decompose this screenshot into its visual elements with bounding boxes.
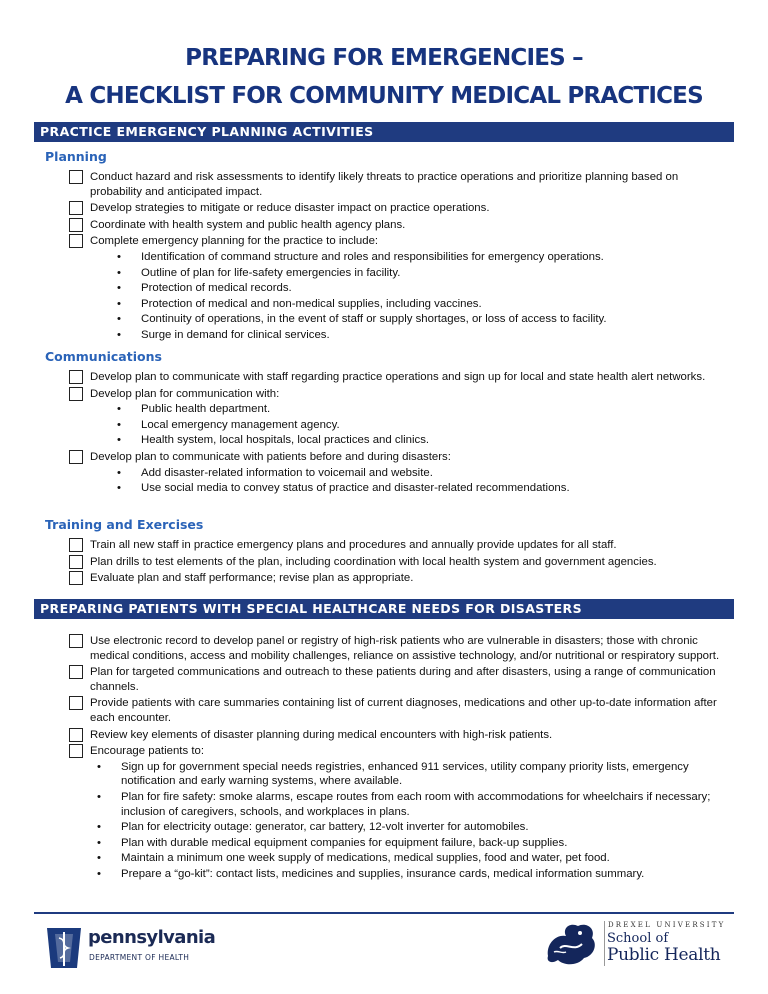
bullet-item: • Protection of medical records. xyxy=(117,282,292,295)
bullet-text: Local emergency management agency. xyxy=(141,418,340,431)
page-title-line-2: A CHECKLIST FOR COMMUNITY MEDICAL PRACTICES xyxy=(65,83,703,109)
section-heading-special-needs: PREPARING PATIENTS WITH SPECIAL HEALTHCARE NEEDS FOR DISASTERS xyxy=(34,599,734,619)
subheading-training: Training and Exercises xyxy=(45,517,204,532)
page-title-line-1: PREPARING FOR EMERGENCIES – xyxy=(185,45,583,71)
checklist-item-text: Coordinate with health system and public health agency plans. xyxy=(90,218,406,231)
bullet-text: Protection of medical records. xyxy=(141,282,292,295)
checkbox[interactable] xyxy=(69,234,83,248)
drexel-school-of-label: School of xyxy=(607,931,669,946)
checklist-item xyxy=(69,696,729,725)
pa-logo-name: pennsylvania xyxy=(88,927,216,948)
bullet-item: • Protection of medical and non-medical supplies, including vaccines. xyxy=(117,297,482,310)
drexel-public-health-label: Public Health xyxy=(607,945,721,965)
checklist-item-text: Develop plan for communication with: xyxy=(90,387,280,400)
checkbox[interactable] xyxy=(69,696,83,710)
checkbox[interactable] xyxy=(69,555,83,569)
checklist-item-text: Conduct hazard and risk assessments to identify likely threats to practice operations and prioritize planning based on probability and anticipated impact. xyxy=(90,171,679,198)
training-checklist xyxy=(69,538,729,586)
checklist-item-text: Train all new staff in practice emergency plans and procedures and annually provide updates for all staff. xyxy=(90,539,617,551)
bullet-item: • Surge in demand for clinical services. xyxy=(117,328,330,341)
section-heading-planning-activities: PRACTICE EMERGENCY PLANNING ACTIVITIES xyxy=(34,122,734,142)
bullet-text: Public health department. xyxy=(141,403,271,416)
bullet-text: Plan for electricity outage: generator, car battery, 12-volt inverter for automobiles. xyxy=(121,821,529,834)
pa-logo-department: DEPARTMENT OF HEALTH xyxy=(89,953,190,962)
checkbox[interactable] xyxy=(69,538,83,552)
checklist-item-text: Plan for targeted communications and outreach to these patients during and after disasters, using a range of communication channels. xyxy=(90,666,716,693)
bullet-item: • Use social media to convey status of practice and disaster-related recommendations. xyxy=(117,482,570,495)
checkbox[interactable] xyxy=(69,370,83,384)
bullet-item: • Plan for electricity outage: generator, car battery, 12-volt inverter for automobiles. xyxy=(97,821,529,834)
drexel-university-label: DREXEL UNIVERSITY xyxy=(608,921,726,929)
bullet-text: Plan for fire safety: smoke alarms, escape routes from each room with accommodations for wheelchairs if necessary; inclusion of caregivers, schools, and workplaces in plans. xyxy=(121,790,711,818)
bullet-text: Prepare a “go-kit”: contact lists, medicines and supplies, insurance cards, medical information summary. xyxy=(121,867,645,880)
checklist-item-text: Evaluate plan and staff performance; revise plan as appropriate. xyxy=(90,572,414,585)
checklist-item-text: Develop plan to communicate with patients before and during disasters: xyxy=(90,450,451,463)
checklist-item-text: Develop strategies to mitigate or reduce disaster impact on practice operations. xyxy=(90,202,490,215)
footer-divider xyxy=(34,912,734,914)
checkbox[interactable] xyxy=(69,744,83,758)
checklist-item-text: Encourage patients to: xyxy=(90,745,204,758)
bullet-text: Use social media to convey status of practice and disaster-related recommendations. xyxy=(141,482,570,495)
checklist-item-text: Develop plan to communicate with staff regarding practice operations and sign up for local and state health alert networks. xyxy=(90,371,706,383)
checklist-item xyxy=(69,450,729,465)
checklist-item-text: Review key elements of disaster planning during medical encounters with high-risk patients. xyxy=(90,728,553,741)
bullet-text: Plan with durable medical equipment companies for equipment failure, back-up supplies. xyxy=(121,836,568,849)
checklist-item xyxy=(69,370,729,385)
bullet-text: Health system, local hospitals, local practices and clinics. xyxy=(141,434,430,447)
checklist-item xyxy=(69,571,729,586)
checklist-item xyxy=(69,665,729,694)
checkbox[interactable] xyxy=(69,201,83,215)
bullet-text: Add disaster-related information to voicemail and website. xyxy=(141,466,433,479)
bullet-text: Identification of command structure and roles and responsibilities for emergency operations. xyxy=(141,250,604,263)
bullet-item: • Outline of plan for life-safety emergencies in facility. xyxy=(117,266,401,279)
checkbox[interactable] xyxy=(69,634,83,648)
bullet-item: • Public health department. xyxy=(117,403,271,416)
checkbox[interactable] xyxy=(69,218,83,232)
checklist-item xyxy=(69,555,729,570)
checkbox[interactable] xyxy=(69,571,83,585)
checkbox[interactable] xyxy=(69,170,83,184)
checklist-item xyxy=(69,728,729,743)
checklist-item xyxy=(69,170,729,199)
bullet-item: • Health system, local hospitals, local practices and clinics. xyxy=(117,434,430,447)
bullet-text: Continuity of operations, in the event of staff or supply shortages, or loss of access to facility. xyxy=(141,313,607,326)
bullet-item: • Sign up for government special needs registries, enhanced 911 services, utility company priority lists, emergency notification and early warning systems, where available. xyxy=(97,760,689,788)
checkbox[interactable] xyxy=(69,665,83,679)
checklist-item-text: Plan drills to test elements of the plan, including coordination with local health system and government agencies. xyxy=(90,555,657,568)
subheading-planning: Planning xyxy=(45,149,107,164)
bullet-item: • Continuity of operations, in the event of staff or supply shortages, or loss of access to facility. xyxy=(117,313,607,326)
bullet-item: • Plan for fire safety: smoke alarms, escape routes from each room with accommodations for wheelchairs if necessary; inclusion of caregivers, schools, and workplaces in plans. xyxy=(97,790,711,818)
bullet-item: • Local emergency management agency. xyxy=(117,418,340,431)
bullet-text: Maintain a minimum one week supply of medications, medical supplies, food and water, pet food. xyxy=(121,852,610,865)
checklist-item xyxy=(69,538,729,553)
drexel-dragon-logo-icon xyxy=(544,918,598,968)
bullet-item: • Maintain a minimum one week supply of medications, medical supplies, food and water, pet food. xyxy=(97,852,610,865)
checkbox[interactable] xyxy=(69,450,83,464)
bullet-text: Outline of plan for life-safety emergencies in facility. xyxy=(141,266,401,279)
drexel-logo-divider xyxy=(604,921,605,966)
special-needs-checklist xyxy=(69,634,729,882)
bullet-text: Protection of medical and non-medical supplies, including vaccines. xyxy=(141,297,482,310)
checklist-item-text: Provide patients with care summaries containing list of current diagnoses, medications and other up-to-date information after each encounter. xyxy=(90,697,717,724)
checklist-item-text: Use electronic record to develop panel or registry of high-risk patients who are vulnerable in disasters; those with chronic medical conditions, access and mobility challenges, reliance on assistive technology, and/or nutritional or respiratory support. xyxy=(90,635,720,662)
checklist-item xyxy=(69,634,729,663)
checklist-item xyxy=(69,201,729,216)
bullet-item: • Prepare a “go-kit”: contact lists, medicines and supplies, insurance cards, medical information summary. xyxy=(97,867,645,880)
bullet-text: Sign up for government special needs registries, enhanced 911 services, utility company priority lists, emergency notification and early warning systems, where available. xyxy=(121,760,689,788)
bullet-item: • Identification of command structure and roles and responsibilities for emergency operations. xyxy=(117,250,604,263)
subheading-communications: Communications xyxy=(45,349,162,364)
bullet-item: • Add disaster-related information to voicemail and website. xyxy=(117,466,433,479)
communications-checklist xyxy=(69,370,729,496)
checklist-item xyxy=(69,744,729,759)
checklist-item xyxy=(69,234,729,249)
bullet-text: Surge in demand for clinical services. xyxy=(141,328,330,341)
bullet-item: • Plan with durable medical equipment companies for equipment failure, back-up supplies. xyxy=(97,836,568,849)
checklist-item xyxy=(69,218,729,233)
checkbox[interactable] xyxy=(69,387,83,401)
checklist-item xyxy=(69,387,729,402)
planning-checklist xyxy=(69,170,729,343)
checklist-item-text: Complete emergency planning for the practice to include: xyxy=(90,235,379,248)
checkbox[interactable] xyxy=(69,728,83,742)
